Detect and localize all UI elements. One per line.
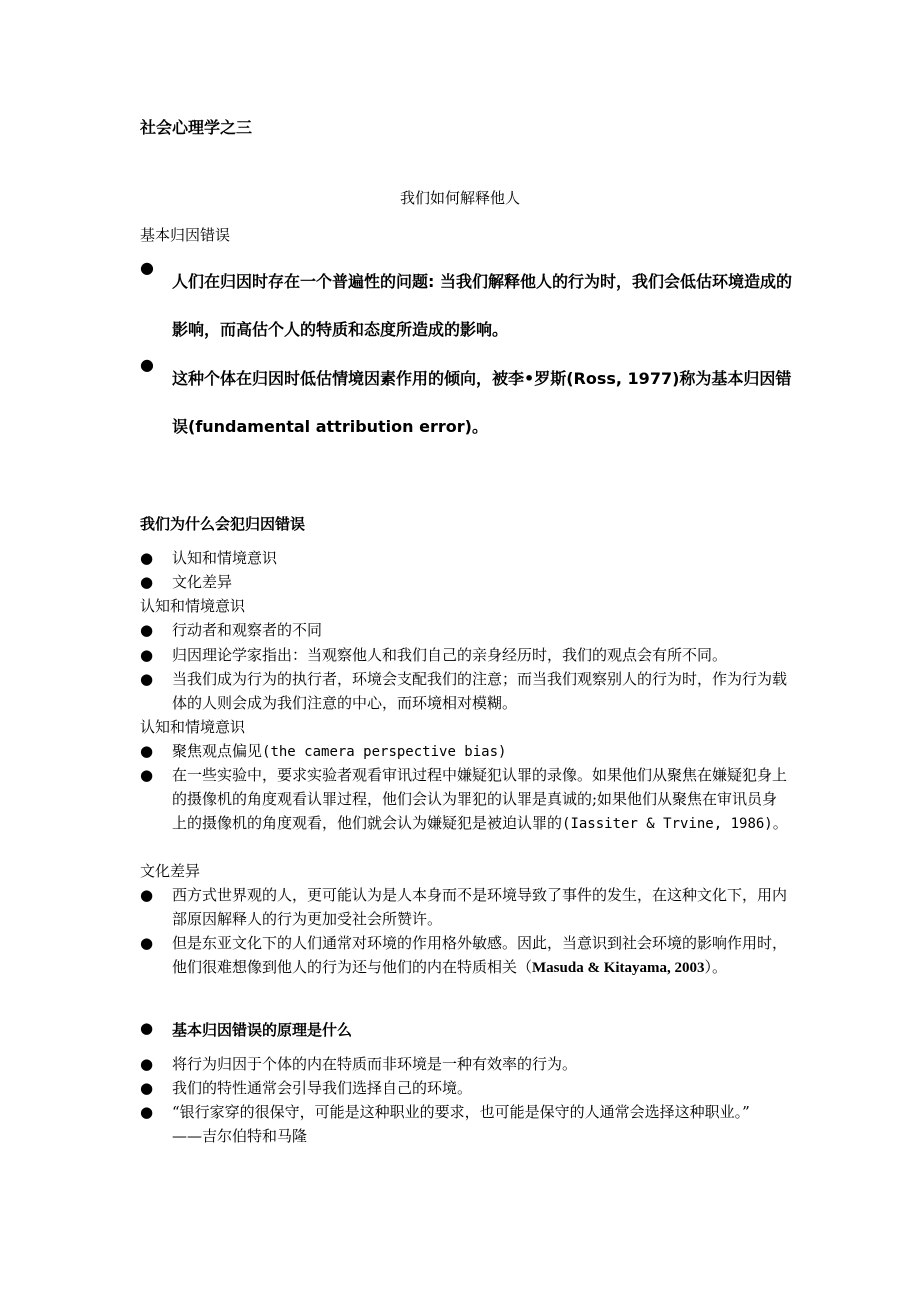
bullet-icon: ● [140, 621, 154, 639]
bullet-icon: ● [140, 766, 154, 784]
bullet-icon: ● [140, 355, 154, 374]
citation: (Iassiter & Trvine, 1986) [562, 816, 773, 832]
bullet-icon: ● [140, 1103, 154, 1121]
list-item-end: ）。 [704, 958, 728, 976]
bullet-icon: ● [140, 1055, 154, 1073]
sub2-heading: 认知和情境意识 [140, 718, 246, 736]
list-item-text: 行动者和观察者的不同 [172, 621, 323, 639]
list-item-text: 文化差异 [172, 573, 233, 591]
bullet-icon: ● [140, 742, 154, 760]
list-item-text: 这种个体在归因时低估情境因素作用的倾向，被李•罗斯(Ross, 1977)称为基本归因错误(fundamental attribution error)。 [172, 369, 792, 436]
section2-heading: 我们为什么会犯归因错误 [140, 515, 306, 533]
bullet-icon: ● [140, 549, 154, 567]
bullet-icon: ● [140, 1019, 154, 1037]
list-item-text: 将行为归因于个体的内在特质而非环境是一种有效率的行为。 [172, 1055, 578, 1073]
list-item-text: 西方式世界观的人，更可能认为是人本身而不是环境导致了事件的发生，在这种文化下，用内部原因解释人的行为更加受社会所赞许。 [172, 886, 788, 928]
bullet-icon: ● [140, 646, 154, 664]
list-item-text: 认知和情境意识 [172, 549, 278, 567]
bullet-icon: ● [140, 258, 154, 277]
sub3-heading: 文化差异 [140, 862, 201, 880]
list-item-text: 我们的特性通常会引导我们选择自己的环境。 [172, 1079, 473, 1097]
bullet-icon: ● [140, 886, 154, 904]
citation: Masuda & Kitayama, 2003 [532, 960, 705, 976]
list-item-text: 归因理论学家指出：当观察他人和我们自己的亲身经历时，我们的观点会有所不同。 [172, 646, 728, 664]
list-item-text: 但是东亚文化下的人们通常对环境的作用格外敏感。因此，当意识到社会环境的影响作用时，他们很难想像到他人的行为还与他们的内在特质相关（ [172, 934, 788, 976]
bullet-icon: ● [140, 1079, 154, 1097]
bullet-icon: ● [140, 573, 154, 591]
list-item-end: 。 [772, 814, 788, 832]
bullet-icon: ● [140, 934, 154, 952]
list-item-text: 聚焦观点偏见 [172, 742, 263, 760]
section1-heading: 基本归因错误 [140, 226, 231, 244]
list-item-text: “银行家穿的很保守，可能是这种职业的要求，也可能是保守的人通常会选择这种职业。” ——吉尔伯特和马隆 [172, 1103, 795, 1145]
sub1-heading: 认知和情境意识 [140, 597, 246, 615]
list-item-text: 人们在归因时存在一个普遍性的问题: 当我们解释他人的行为时，我们会低估环境造成的影响，而高估个人的特质和态度所造成的影响。 [172, 272, 792, 339]
bullet-icon: ● [140, 670, 154, 688]
page-subtitle: 我们如何解释他人 [399, 189, 520, 207]
english-term: (the camera perspective bias) [262, 744, 507, 760]
section3-heading: 基本归因错误的原理是什么 [172, 1021, 353, 1039]
document-title: 社会心理学之三 [140, 118, 253, 137]
list-item-text: 在一些实验中，要求实验者观看审讯过程中嫌疑犯认罪的录像。如果他们从聚焦在嫌疑犯身上的摄像机的角度观看认罪过程，他们会认为罪犯的认罪是真诚的;如果他们从聚焦在审讯员身上的摄像机的角度观看，他们就会认为嫌疑犯是被迫认罪的 [172, 766, 788, 832]
list-item-text: 当我们成为行为的执行者，环境会支配我们的注意；而当我们观察别人的行为时，作为行为载体的人则会成为我们注意的中心，而环境相对模糊。 [172, 670, 788, 712]
